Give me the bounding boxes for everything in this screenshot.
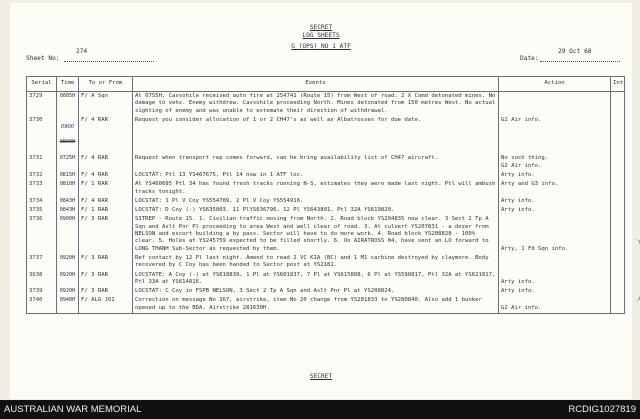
time-cell: 0805H bbox=[57, 92, 79, 116]
from-cell: F/ 1 RAR bbox=[79, 180, 133, 197]
table-row bbox=[27, 287, 625, 296]
archive-footer bbox=[0, 400, 640, 419]
time-cell: 0920H bbox=[57, 254, 79, 271]
from-cell: F/ 4 RAR bbox=[79, 197, 133, 206]
serial-cell: 3730 bbox=[27, 116, 57, 154]
from-cell: F/ 4 RAR bbox=[79, 171, 133, 180]
int-cell bbox=[611, 180, 625, 197]
serial-cell: 3731 bbox=[27, 154, 57, 171]
int-cell bbox=[611, 206, 625, 215]
sheet-number: 274 bbox=[76, 48, 88, 55]
action-cell bbox=[499, 92, 611, 116]
action-cell: Arty info. bbox=[499, 271, 611, 288]
action-cell: Arty info. bbox=[499, 197, 611, 206]
serial-cell: 3729 bbox=[27, 92, 57, 116]
serial-cell: 3734 bbox=[27, 197, 57, 206]
table-row bbox=[27, 296, 625, 313]
action-cell: Arty info. bbox=[499, 206, 611, 215]
events-cell: Request when transport rep comes forward, can he bring availability list of CH47 aircraft. bbox=[133, 154, 499, 171]
table-row bbox=[27, 92, 625, 116]
sheet-title: LOG SHEETS bbox=[302, 32, 340, 39]
log-table bbox=[26, 76, 625, 314]
table-header-row bbox=[27, 77, 625, 92]
table-row bbox=[27, 171, 625, 180]
action-cell bbox=[499, 254, 611, 271]
events-cell: LOCSTATE: A Coy (-) at YS618839, 1 Pl at YS601837, 7 Pl at YS615808, 6 Pl at YS590817, Ptl 32A at YS621817, Ptl 33A at YS614816. bbox=[133, 271, 499, 288]
from-cell: F/ 1 RAR bbox=[79, 206, 133, 215]
action-cell: G2 Air info. bbox=[499, 116, 611, 154]
classification-bottom: SECRET bbox=[309, 373, 333, 380]
from-cell: F/ 3 RAR bbox=[79, 215, 133, 253]
time-cell: 0815H bbox=[57, 171, 79, 180]
time-cell bbox=[57, 116, 79, 154]
time-cell: 0900H bbox=[57, 215, 79, 253]
events-cell: SITREP - Route 15. 1. Civilian traffic moving from North. 2. Road block YS204835 now clear. 3 Sect 2 Tp A Sqn and Aslt Pnr Pl proceeding to area West and well clear of road. 3. At culvert YS207831 - a dozer from NELSON and escort building a by pass. Sector will have to do more work. 4. Road block YS208828 - 100% clear. 5. Holes at YS245759 expected to be filled shortly. 6. On AIRATROSS 04, have sent an LO forward to LONG THANH Sub-Sector as requested by them. bbox=[133, 215, 499, 253]
action-cell: No such thing. G2 Air info. bbox=[499, 154, 611, 171]
int-cell bbox=[611, 271, 625, 288]
from-cell: F/ 3 RAR bbox=[79, 254, 133, 271]
events-cell: At YS460695 Ptl 34 has found fresh tracks running N-S, estimates they were made last night. Ptl will ambush tracks tonight. bbox=[133, 180, 499, 197]
int-cell bbox=[611, 171, 625, 180]
table-row bbox=[27, 206, 625, 215]
action-cell: Arty info. bbox=[499, 287, 611, 296]
int-cell bbox=[611, 215, 625, 253]
date-label: Date: bbox=[520, 55, 539, 62]
table-row bbox=[27, 154, 625, 171]
date-line bbox=[540, 61, 620, 62]
events-cell: LOCSTAT: D Coy (-) YS635803. 11 PlYS636796, 12 Pl YS643801, Ptl 32A YS619820. bbox=[133, 206, 499, 215]
from-cell: F/ 3 RAR bbox=[79, 271, 133, 288]
time-cell: 0843H bbox=[57, 197, 79, 206]
time-cell: 0920H bbox=[57, 287, 79, 296]
col-header-time: Time bbox=[57, 77, 79, 92]
int-cell bbox=[611, 287, 625, 296]
table-row bbox=[27, 197, 625, 206]
from-cell: F/ 4 RAR bbox=[79, 116, 133, 154]
archive-reference: RCDIG1027819 bbox=[568, 404, 636, 415]
time-cell: 0810H bbox=[57, 180, 79, 197]
col-header-to-from: To or From bbox=[79, 77, 133, 92]
events-cell: Request you consider allocation of 1 or 2 CH47's as well as Albatrosses for due date. bbox=[133, 116, 499, 154]
serial-cell: 3735 bbox=[27, 206, 57, 215]
serial-cell: 3732 bbox=[27, 171, 57, 180]
serial-cell: 3733 bbox=[27, 180, 57, 197]
sheet-number-line bbox=[64, 61, 154, 62]
struck-time: 0800H bbox=[59, 138, 76, 145]
serial-cell: 3740 bbox=[27, 296, 57, 313]
date-value: 29 Oct 68 bbox=[558, 48, 592, 55]
unit-title: G (OPS) NO 1 ATF bbox=[291, 43, 351, 50]
sheet-number-label: Sheet No: bbox=[26, 55, 60, 62]
int-cell bbox=[611, 116, 625, 154]
int-cell bbox=[611, 296, 625, 313]
classification-top: SECRET bbox=[309, 24, 333, 31]
table-row bbox=[27, 271, 625, 288]
table-row bbox=[27, 215, 625, 253]
int-cell bbox=[611, 197, 625, 206]
handwritten-time: 0900 bbox=[60, 124, 75, 131]
serial-cell: 3638 bbox=[27, 271, 57, 288]
table-row bbox=[27, 180, 625, 197]
col-header-int: Int bbox=[611, 77, 625, 92]
from-cell: F/ 4 RAR bbox=[79, 154, 133, 171]
col-header-action: Action bbox=[499, 77, 611, 92]
events-cell: LOCSTAT: C Coy in FSPB NELSON, 3 Sect 2 Tp A Sqn and Aslt Pnr Pl at YS200824. bbox=[133, 287, 499, 296]
serial-cell: 3737 bbox=[27, 254, 57, 271]
table-row bbox=[27, 254, 625, 271]
action-cell: Arty info. bbox=[499, 171, 611, 180]
col-header-serial: Serial bbox=[27, 77, 57, 92]
serial-cell: 3736 bbox=[27, 215, 57, 253]
from-cell: F/ ALG JO1 bbox=[79, 296, 133, 313]
archive-name: AUSTRALIAN WAR MEMORIAL bbox=[4, 404, 142, 415]
int-cell bbox=[611, 92, 625, 116]
events-cell: At 0755H, Cavsohile received auto fire at 254741 (Route 15) from West of road. 2 X Comd detonated mines. No damage to vehs. Enemy withdrew. Cavsohile proceeding North. Mines detonated from 150 metres West. No actual sighting of enemy and was unable to estemate their direction of withdrawal. bbox=[133, 92, 499, 116]
events-cell: Ref contact by 12 Pl last night. Amend to read 2 VC KIA (BC) and 1 M1 carbine destroyed by claymore. Body recovered by C Coy has been handed to Sector post at YS2181. bbox=[133, 254, 499, 271]
from-cell: F/ A Sqn bbox=[79, 92, 133, 116]
time-cell: 0940H bbox=[57, 296, 79, 313]
events-cell: LOCSTAT: 1 Pl V Coy YS554709, 2 Pl V Coy YS554916. bbox=[133, 197, 499, 206]
events-cell: Correction on message No 167, airstrike, item No 20 change from YS281833 to YS280840. Also add 1 bunker opened up to the BDA. Airstrike 281630H. bbox=[133, 296, 499, 313]
log-sheet bbox=[10, 3, 632, 399]
events-cell: LOCSTAT: Ptl 13 YS467675, Ptl 14 now in 1 ATF loc. bbox=[133, 171, 499, 180]
table-row bbox=[27, 116, 625, 154]
col-header-events: Events bbox=[133, 77, 499, 92]
action-cell: Arty and G3 info. bbox=[499, 180, 611, 197]
from-cell: F/ 3 RAR bbox=[79, 287, 133, 296]
int-cell bbox=[611, 254, 625, 271]
action-cell: G2 Air info. bbox=[499, 296, 611, 313]
time-cell: 0920H bbox=[57, 271, 79, 288]
int-cell bbox=[611, 154, 625, 171]
serial-cell: 3739 bbox=[27, 287, 57, 296]
time-cell: 0725H bbox=[57, 154, 79, 171]
time-cell: 0843H bbox=[57, 206, 79, 215]
action-cell: Arty, 1 Fd Sqn info. bbox=[499, 215, 611, 253]
margin-bracket bbox=[632, 239, 640, 301]
